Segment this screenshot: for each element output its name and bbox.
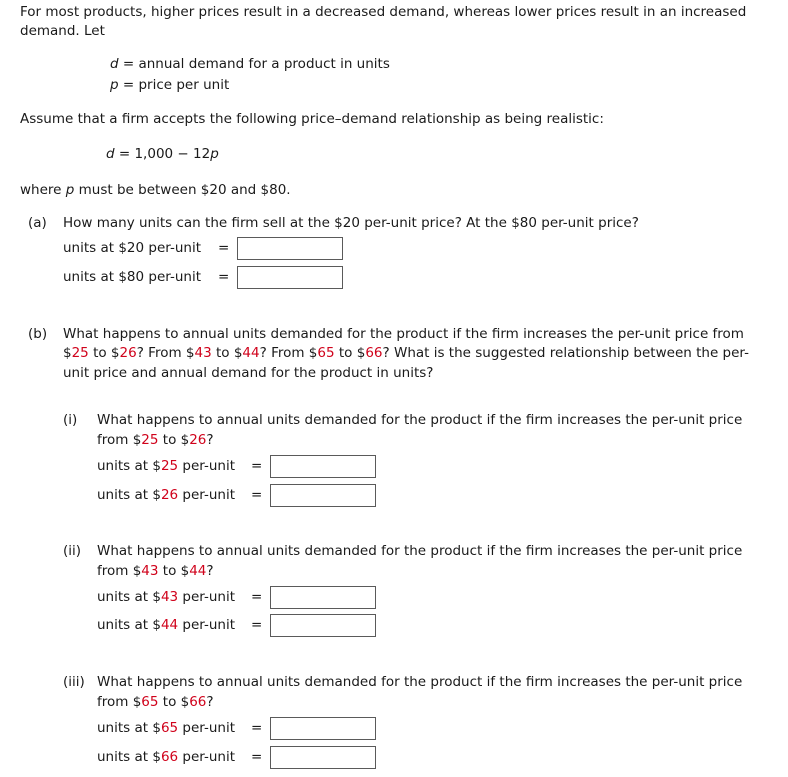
subpart-ii-eq-44: = bbox=[251, 617, 263, 633]
price-highlight: 43 bbox=[160, 589, 179, 605]
text: from $ bbox=[97, 432, 142, 448]
text: from $ bbox=[97, 563, 142, 579]
text: per-unit bbox=[178, 589, 236, 605]
text: to $ bbox=[88, 345, 120, 361]
part-a-eq-80: = bbox=[218, 269, 230, 285]
text: per-unit bbox=[178, 617, 236, 633]
text: to $ bbox=[158, 432, 190, 448]
price-highlight: 66 bbox=[160, 749, 179, 765]
intro-line-1: For most products, higher prices result in a decreased demand, whereas lower prices result in an increased bbox=[20, 4, 747, 20]
part-b-question-line-1: What happens to annual units demanded for the product if the firm increases the per-unit price from bbox=[63, 326, 744, 342]
part-b-question-line-3: unit price and annual demand for the product in units? bbox=[63, 365, 434, 381]
subpart-iii-eq-65: = bbox=[251, 720, 263, 736]
text: per-unit bbox=[178, 458, 236, 474]
subpart-iii-label-65 bbox=[97, 720, 235, 736]
price-highlight: 44 bbox=[160, 617, 179, 633]
price-highlight: 43 bbox=[141, 563, 159, 579]
subpart-i-marker: (i) bbox=[63, 412, 78, 428]
definition-d bbox=[110, 56, 390, 72]
equation bbox=[106, 146, 219, 162]
subpart-iii-marker: (iii) bbox=[63, 674, 85, 690]
text: to $ bbox=[334, 345, 366, 361]
text: units at $ bbox=[97, 487, 161, 503]
part-a-question: How many units can the firm sell at the $20 per-unit price? At the $80 per-unit price? bbox=[63, 215, 639, 231]
assume-text: Assume that a firm accepts the following price–demand relationship as being realistic: bbox=[20, 111, 604, 127]
subpart-iii-eq-66: = bbox=[251, 749, 263, 765]
subpart-i-label-25 bbox=[97, 458, 235, 474]
text: units at $ bbox=[97, 458, 161, 474]
text: per-unit bbox=[178, 749, 236, 765]
constraint-var: p bbox=[65, 182, 75, 198]
definition-p-text: = price per unit bbox=[118, 77, 230, 93]
subpart-i-question-line-1: What happens to annual units demanded for the product if the firm increases the per-unit price bbox=[97, 412, 743, 428]
text: $ bbox=[63, 345, 72, 361]
definition-d-text: = annual demand for a product in units bbox=[118, 56, 390, 72]
part-a-eq-20: = bbox=[218, 240, 230, 256]
eq-lhs: d bbox=[106, 146, 115, 162]
answer-field-price-80[interactable] bbox=[237, 266, 343, 289]
subpart-ii-question-line-2 bbox=[97, 563, 214, 579]
constraint-text bbox=[20, 182, 291, 198]
text: units at $ bbox=[97, 589, 161, 605]
subpart-iii-question-line-2 bbox=[97, 694, 214, 710]
constraint-post: must be between $20 and $80. bbox=[74, 182, 291, 198]
price-highlight: 66 bbox=[365, 345, 383, 361]
part-b-marker: (b) bbox=[28, 326, 48, 342]
price-highlight: 65 bbox=[317, 345, 335, 361]
text: to $ bbox=[211, 345, 243, 361]
price-highlight: 25 bbox=[160, 458, 179, 474]
price-highlight: 25 bbox=[141, 432, 159, 448]
intro-line-2: demand. Let bbox=[20, 23, 105, 39]
text: to $ bbox=[158, 694, 190, 710]
subpart-iii-label-66 bbox=[97, 749, 235, 765]
subpart-ii-label-44 bbox=[97, 617, 235, 633]
price-highlight: 26 bbox=[119, 345, 137, 361]
subpart-ii-label-43 bbox=[97, 589, 235, 605]
text: per-unit bbox=[178, 720, 236, 736]
price-highlight: 43 bbox=[194, 345, 212, 361]
subpart-ii-marker: (ii) bbox=[63, 543, 82, 559]
answer-field-price-65[interactable] bbox=[270, 717, 376, 740]
part-a-label-20: units at $20 per-unit bbox=[63, 240, 201, 256]
text: ? bbox=[206, 432, 214, 448]
text: units at $ bbox=[97, 617, 161, 633]
text: ? bbox=[206, 694, 214, 710]
subpart-i-question-line-2 bbox=[97, 432, 214, 448]
part-a-marker: (a) bbox=[28, 215, 47, 231]
answer-field-price-26[interactable] bbox=[270, 484, 376, 507]
price-highlight: 26 bbox=[189, 432, 207, 448]
subpart-i-eq-26: = bbox=[251, 487, 263, 503]
price-highlight: 65 bbox=[141, 694, 159, 710]
price-highlight: 26 bbox=[160, 487, 179, 503]
answer-field-price-66[interactable] bbox=[270, 746, 376, 769]
text: units at $ bbox=[97, 749, 161, 765]
definition-p bbox=[110, 77, 229, 93]
eq-var: p bbox=[210, 146, 219, 162]
price-highlight: 44 bbox=[189, 563, 207, 579]
constraint-pre: where bbox=[20, 182, 66, 198]
text: units at $ bbox=[97, 720, 161, 736]
text: to $ bbox=[158, 563, 190, 579]
subpart-iii-question-line-1: What happens to annual units demanded for the product if the firm increases the per-unit price bbox=[97, 674, 743, 690]
price-highlight: 65 bbox=[160, 720, 179, 736]
answer-field-price-20[interactable] bbox=[237, 237, 343, 260]
var-p: p bbox=[110, 77, 119, 93]
price-highlight: 44 bbox=[242, 345, 260, 361]
subpart-i-label-26 bbox=[97, 487, 235, 503]
subpart-ii-eq-43: = bbox=[251, 589, 263, 605]
text: ? From $ bbox=[136, 345, 195, 361]
answer-field-price-43[interactable] bbox=[270, 586, 376, 609]
part-b-question-line-2 bbox=[63, 345, 749, 361]
price-highlight: 25 bbox=[71, 345, 89, 361]
text: from $ bbox=[97, 694, 142, 710]
eq-middle: = 1,000 − 12 bbox=[114, 146, 211, 162]
part-a-label-80: units at $80 per-unit bbox=[63, 269, 201, 285]
answer-field-price-25[interactable] bbox=[270, 455, 376, 478]
text: ? bbox=[206, 563, 214, 579]
var-d: d bbox=[110, 56, 119, 72]
text: per-unit bbox=[178, 487, 236, 503]
text: ? From $ bbox=[259, 345, 318, 361]
subpart-i-eq-25: = bbox=[251, 458, 263, 474]
answer-field-price-44[interactable] bbox=[270, 614, 376, 637]
text: ? What is the suggested relationship between the per- bbox=[382, 345, 749, 361]
price-highlight: 66 bbox=[189, 694, 207, 710]
subpart-ii-question-line-1: What happens to annual units demanded for the product if the firm increases the per-unit price bbox=[97, 543, 743, 559]
